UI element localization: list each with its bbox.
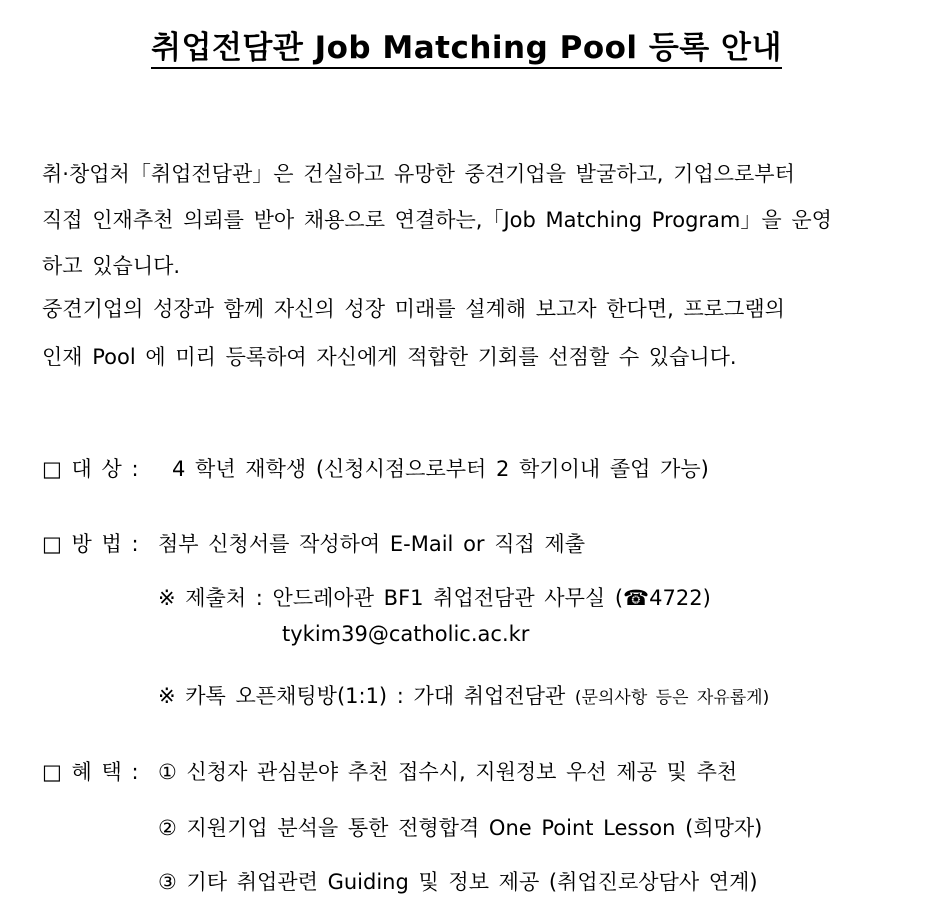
page-title-text: 취업전담관 Job Matching Pool 등록 안내 bbox=[151, 30, 782, 69]
benefit-label: □ 혜 택 : bbox=[42, 760, 139, 784]
target-label: □ 대 상 : bbox=[42, 457, 139, 481]
target-text: 4 학년 재학생 (신청시점으로부터 2 학기이내 졸업 가능) bbox=[172, 457, 709, 481]
benefit-item-1: ① 신청자 관심분야 추천 접수시, 지원정보 우선 제공 및 추천 bbox=[158, 760, 738, 784]
contact-email: tykim39@catholic.ac.kr bbox=[282, 622, 530, 646]
intro-line-5: 인재 Pool 에 미리 등록하여 자신에게 적합한 기회를 선점할 수 있습니다. bbox=[42, 345, 737, 369]
page-title bbox=[0, 22, 933, 67]
benefit-item-3: ③ 기타 취업관련 Guiding 및 정보 제공 (취업진로상담사 연계) bbox=[158, 870, 758, 894]
intro-line-3: 하고 있습니다. bbox=[42, 254, 181, 278]
intro-line-2: 직접 인재추천 의뢰를 받아 채용으로 연결하는,「Job Matching Program」을 운영 bbox=[42, 208, 832, 232]
intro-line-1: 취·창업처「취업전담관」은 건실하고 유망한 중견기업을 발굴하고, 기업으로부터 bbox=[42, 162, 795, 186]
method-note-kakao bbox=[158, 680, 769, 710]
kakao-note-main: ※ 카톡 오픈채팅방(1:1) : 가대 취업전담관 bbox=[158, 684, 566, 708]
intro-line-4: 중견기업의 성장과 함께 자신의 성장 미래를 설계해 보고자 한다면, 프로그램의 bbox=[42, 297, 785, 321]
method-label: □ 방 법 : bbox=[42, 532, 139, 556]
kakao-note-small: (문의사항 등은 자유롭게) bbox=[574, 688, 770, 708]
method-text: 첨부 신청서를 작성하여 E-Mail or 직접 제출 bbox=[158, 532, 586, 556]
method-note-submit: ※ 제출처 : 안드레아관 BF1 취업전담관 사무실 (☎4722) bbox=[158, 586, 711, 610]
benefit-item-2: ② 지원기업 분석을 통한 전형합격 One Point Lesson (희망자) bbox=[158, 816, 763, 840]
